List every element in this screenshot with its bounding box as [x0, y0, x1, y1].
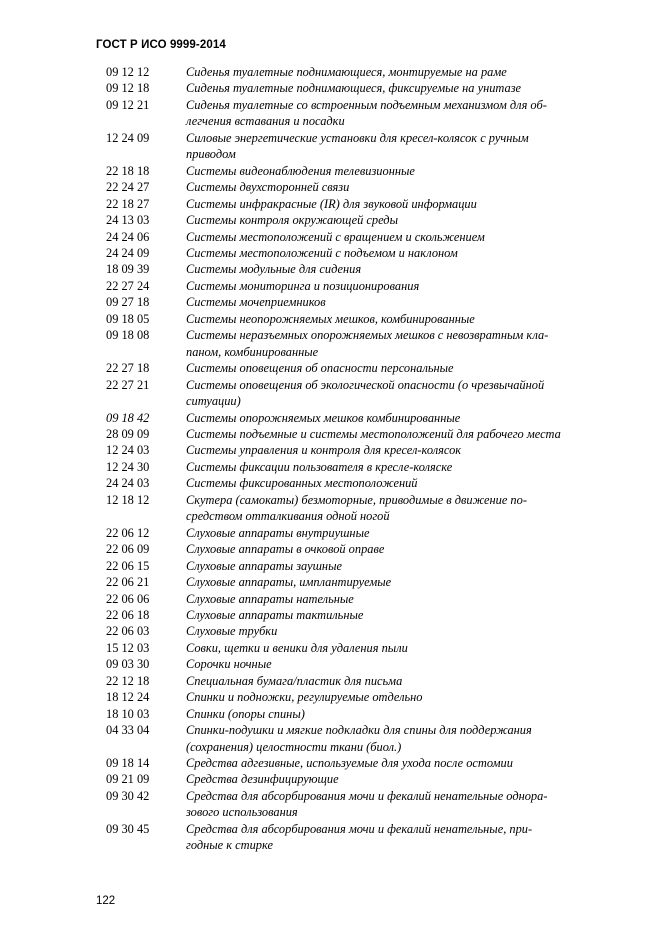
entry-description [186, 459, 614, 475]
entry-description [186, 261, 614, 277]
entry-description [186, 591, 614, 607]
list-item [106, 212, 614, 228]
list-item [106, 558, 614, 574]
page-number: 122 [96, 895, 116, 907]
entry-description [186, 607, 614, 623]
entry-description [186, 525, 614, 541]
entry-description-line: Системы фиксированных местоположений [186, 476, 418, 491]
entry-description-line: Слуховые трубки [186, 624, 278, 639]
entry-description [186, 311, 614, 327]
entry-description-line: Слуховые аппараты в очковой оправе [186, 542, 385, 557]
entry-description [186, 821, 614, 854]
entry-code: 22 24 27 [106, 180, 150, 195]
entry-description-line: Системы местоположений с подъемом и наклоном [186, 245, 458, 260]
entry-code: 09 21 09 [106, 772, 150, 787]
list-item [106, 591, 614, 607]
entry-code: 09 18 14 [106, 756, 150, 771]
entry-description-line: Специальная бумага/пластик для письма [186, 673, 403, 688]
entry-description-line: Слуховые аппараты заушные [186, 558, 342, 573]
entry-description-line: Слуховые аппараты внутриушные [186, 525, 370, 540]
entry-description-line: Средства дезинфицирующие [186, 772, 339, 787]
entry-code: 09 18 08 [106, 328, 150, 343]
entry-description [186, 640, 614, 656]
list-item [106, 821, 614, 854]
entry-description [186, 80, 614, 96]
entry-description [186, 492, 614, 525]
entry-description-line: Средства для абсорбирования мочи и фекалий ненательные, при- [186, 821, 533, 836]
entry-description-line: Системы местоположений с вращением и скольжением [186, 229, 485, 244]
entry-description-line: ситуации) [186, 394, 241, 409]
entry-code: 12 24 09 [106, 130, 150, 145]
list-item [106, 689, 614, 705]
entry-description [186, 179, 614, 195]
entry-code: 15 12 03 [106, 640, 150, 655]
entry-description-line: Системы видеонаблюдения телевизионные [186, 163, 415, 178]
list-item [106, 492, 614, 525]
list-item [106, 80, 614, 96]
entry-code: 22 06 12 [106, 525, 150, 540]
list-item [106, 426, 614, 442]
list-item [106, 706, 614, 722]
entry-description-line: Системы оповещения об экологической опасности (о чрезвычайной [186, 377, 545, 392]
entry-description [186, 212, 614, 228]
entry-code: 24 13 03 [106, 213, 150, 228]
list-item [106, 623, 614, 639]
entry-description [186, 656, 614, 672]
entry-code: 22 06 21 [106, 575, 150, 590]
entry-description [186, 64, 614, 80]
entry-description-line: Системы мочеприемников [186, 295, 326, 310]
entry-description-line: приводом [186, 147, 236, 162]
entry-description [186, 130, 614, 163]
entry-description [186, 360, 614, 376]
entry-description-line: Системы мониторинга и позиционирования [186, 278, 420, 293]
entry-code: 22 06 06 [106, 591, 150, 606]
entry-description-line: Сиденья туалетные поднимающиеся, монтируемые на раме [186, 65, 507, 79]
entry-description [186, 294, 614, 310]
entry-description [186, 410, 614, 426]
entry-code: 22 06 18 [106, 607, 150, 622]
entry-description [186, 755, 614, 771]
list-item [106, 278, 614, 294]
entry-description-line: Сиденья туалетные со встроенным подъемным механизмом для об- [186, 97, 547, 112]
entry-description-line: зового использования [186, 805, 298, 820]
list-item [106, 574, 614, 590]
entry-code: 22 06 15 [106, 558, 150, 573]
list-item [106, 196, 614, 212]
list-item [106, 475, 614, 491]
entry-description-line: Скутера (самокаты) безмоторные, приводимые в движение по- [186, 492, 527, 507]
entry-description [186, 771, 614, 787]
entry-description [186, 541, 614, 557]
list-item [106, 722, 614, 755]
entry-description-line: легчения вставания и посадки [186, 114, 345, 129]
entry-description-line: Системы контроля окружающей среды [186, 213, 398, 228]
entry-description [186, 788, 614, 821]
list-item [106, 755, 614, 771]
entry-description-line: паном, комбинированные [186, 344, 319, 359]
list-item [106, 640, 614, 656]
list-item [106, 97, 614, 130]
entry-description [186, 245, 614, 261]
entry-description-line: Системы подъемные и системы местоположений для рабочего места [186, 426, 561, 441]
entry-description-line: Системы двухсторонней связи [186, 180, 350, 195]
list-item [106, 656, 614, 672]
entry-description-line: Системы инфракрасные (IR) для звуковой информации [186, 196, 477, 211]
entry-description [186, 442, 614, 458]
entry-code: 09 18 05 [106, 311, 150, 326]
list-item [106, 377, 614, 410]
entry-description-line: Спинки и подножки, регулируемые отдельно [186, 690, 423, 705]
list-item [106, 179, 614, 195]
entry-description [186, 278, 614, 294]
entry-code: 12 24 30 [106, 459, 150, 474]
entry-code: 22 27 18 [106, 361, 150, 376]
entry-description [186, 97, 614, 130]
list-item [106, 163, 614, 179]
entry-description [186, 689, 614, 705]
entry-description-line: Слуховые аппараты, имплантируемые [186, 575, 392, 590]
entry-description-line: Слуховые аппараты тактильные [186, 607, 364, 622]
entry-code: 22 27 21 [106, 377, 150, 392]
entry-code: 18 10 03 [106, 706, 150, 721]
list-item [106, 311, 614, 327]
entry-description-line: Системы опорожняемых мешков комбинированные [186, 410, 461, 425]
entry-description [186, 377, 614, 410]
entry-description [186, 623, 614, 639]
entry-code: 04 33 04 [106, 723, 150, 738]
entry-description [186, 706, 614, 722]
entry-code: 09 12 21 [106, 97, 150, 112]
list-item [106, 607, 614, 623]
entry-code: 22 27 24 [106, 278, 150, 293]
list-item [106, 771, 614, 787]
entry-code: 12 18 12 [106, 492, 150, 507]
entry-list [106, 64, 614, 854]
entry-code: 28 09 09 [106, 426, 150, 441]
entry-description [186, 722, 614, 755]
list-item [106, 360, 614, 376]
list-item [106, 442, 614, 458]
list-item [106, 410, 614, 426]
entry-description [186, 327, 614, 360]
entry-description-line: Средства адгезивные, используемые для ухода после остомии [186, 756, 513, 771]
entry-code: 22 18 18 [106, 163, 150, 178]
entry-description [186, 426, 614, 442]
entry-code: 12 24 03 [106, 443, 150, 458]
entry-description-line: Спинки (опоры спины) [186, 706, 305, 721]
entry-description [186, 475, 614, 491]
entry-code: 24 24 06 [106, 229, 150, 244]
list-item [106, 788, 614, 821]
entry-code: 22 12 18 [106, 673, 150, 688]
list-item [106, 673, 614, 689]
entry-description-line: Совки, щетки и веники для удаления пыли [186, 640, 408, 655]
entry-description-line: Системы неопорожняемых мешков, комбинированные [186, 311, 475, 326]
entry-code: 09 12 18 [106, 81, 150, 96]
list-item [106, 327, 614, 360]
entry-description-line: Средства для абсорбирования мочи и фекалий ненательные однора- [186, 788, 548, 803]
list-item [106, 541, 614, 557]
entry-description-line: Сиденья туалетные поднимающиеся, фиксируемые на унитазе [186, 81, 522, 96]
list-item [106, 229, 614, 245]
entry-description [186, 229, 614, 245]
list-item [106, 294, 614, 310]
entry-description [186, 163, 614, 179]
entry-description-line: Системы фиксации пользователя в кресле-коляске [186, 459, 453, 474]
entry-description-line: Спинки-подушки и мягкие подкладки для спины для поддержания [186, 723, 532, 738]
entry-code: 09 30 42 [106, 788, 150, 803]
entry-code: 09 12 12 [106, 65, 150, 79]
entry-code: 22 18 27 [106, 196, 150, 211]
entry-description-line: годные к стирке [186, 838, 273, 853]
entry-description-line: Сорочки ночные [186, 657, 272, 672]
entry-code: 22 06 03 [106, 624, 150, 639]
entry-code: 09 03 30 [106, 657, 150, 672]
entry-description-line: Слуховые аппараты нательные [186, 591, 354, 606]
list-item [106, 130, 614, 163]
entry-code: 18 09 39 [106, 262, 150, 277]
list-item [106, 245, 614, 261]
entry-code: 22 06 09 [106, 542, 150, 557]
entry-code: 18 12 24 [106, 690, 150, 705]
entry-description-line: Системы управления и контроля для кресел-колясок [186, 443, 462, 458]
list-item [106, 459, 614, 475]
entry-description-line: Системы оповещения об опасности персональные [186, 361, 454, 376]
entry-code: 24 24 03 [106, 476, 150, 491]
entry-code: 24 24 09 [106, 245, 150, 260]
entry-code: 09 18 42 [106, 410, 150, 425]
list-item [106, 525, 614, 541]
list-item [106, 261, 614, 277]
list-item [106, 64, 614, 80]
entry-description [186, 673, 614, 689]
entry-code: 09 30 45 [106, 821, 150, 836]
entry-description-line: (сохранения) целостности ткани (биол.) [186, 739, 402, 754]
entry-description-line: средством отталкивания одной ногой [186, 509, 390, 524]
entry-description [186, 196, 614, 212]
entry-description-line: Системы модульные для сидения [186, 262, 362, 277]
page-header: ГОСТ Р ИСО 9999-2014 [96, 39, 226, 51]
entry-description [186, 574, 614, 590]
entry-description-line: Системы неразъемных опорожняемых мешков с невозвратным кла- [186, 328, 549, 343]
entry-code: 09 27 18 [106, 295, 150, 310]
entry-description-line: Силовые энергетические установки для кресел-колясок с ручным [186, 130, 529, 145]
entry-description [186, 558, 614, 574]
